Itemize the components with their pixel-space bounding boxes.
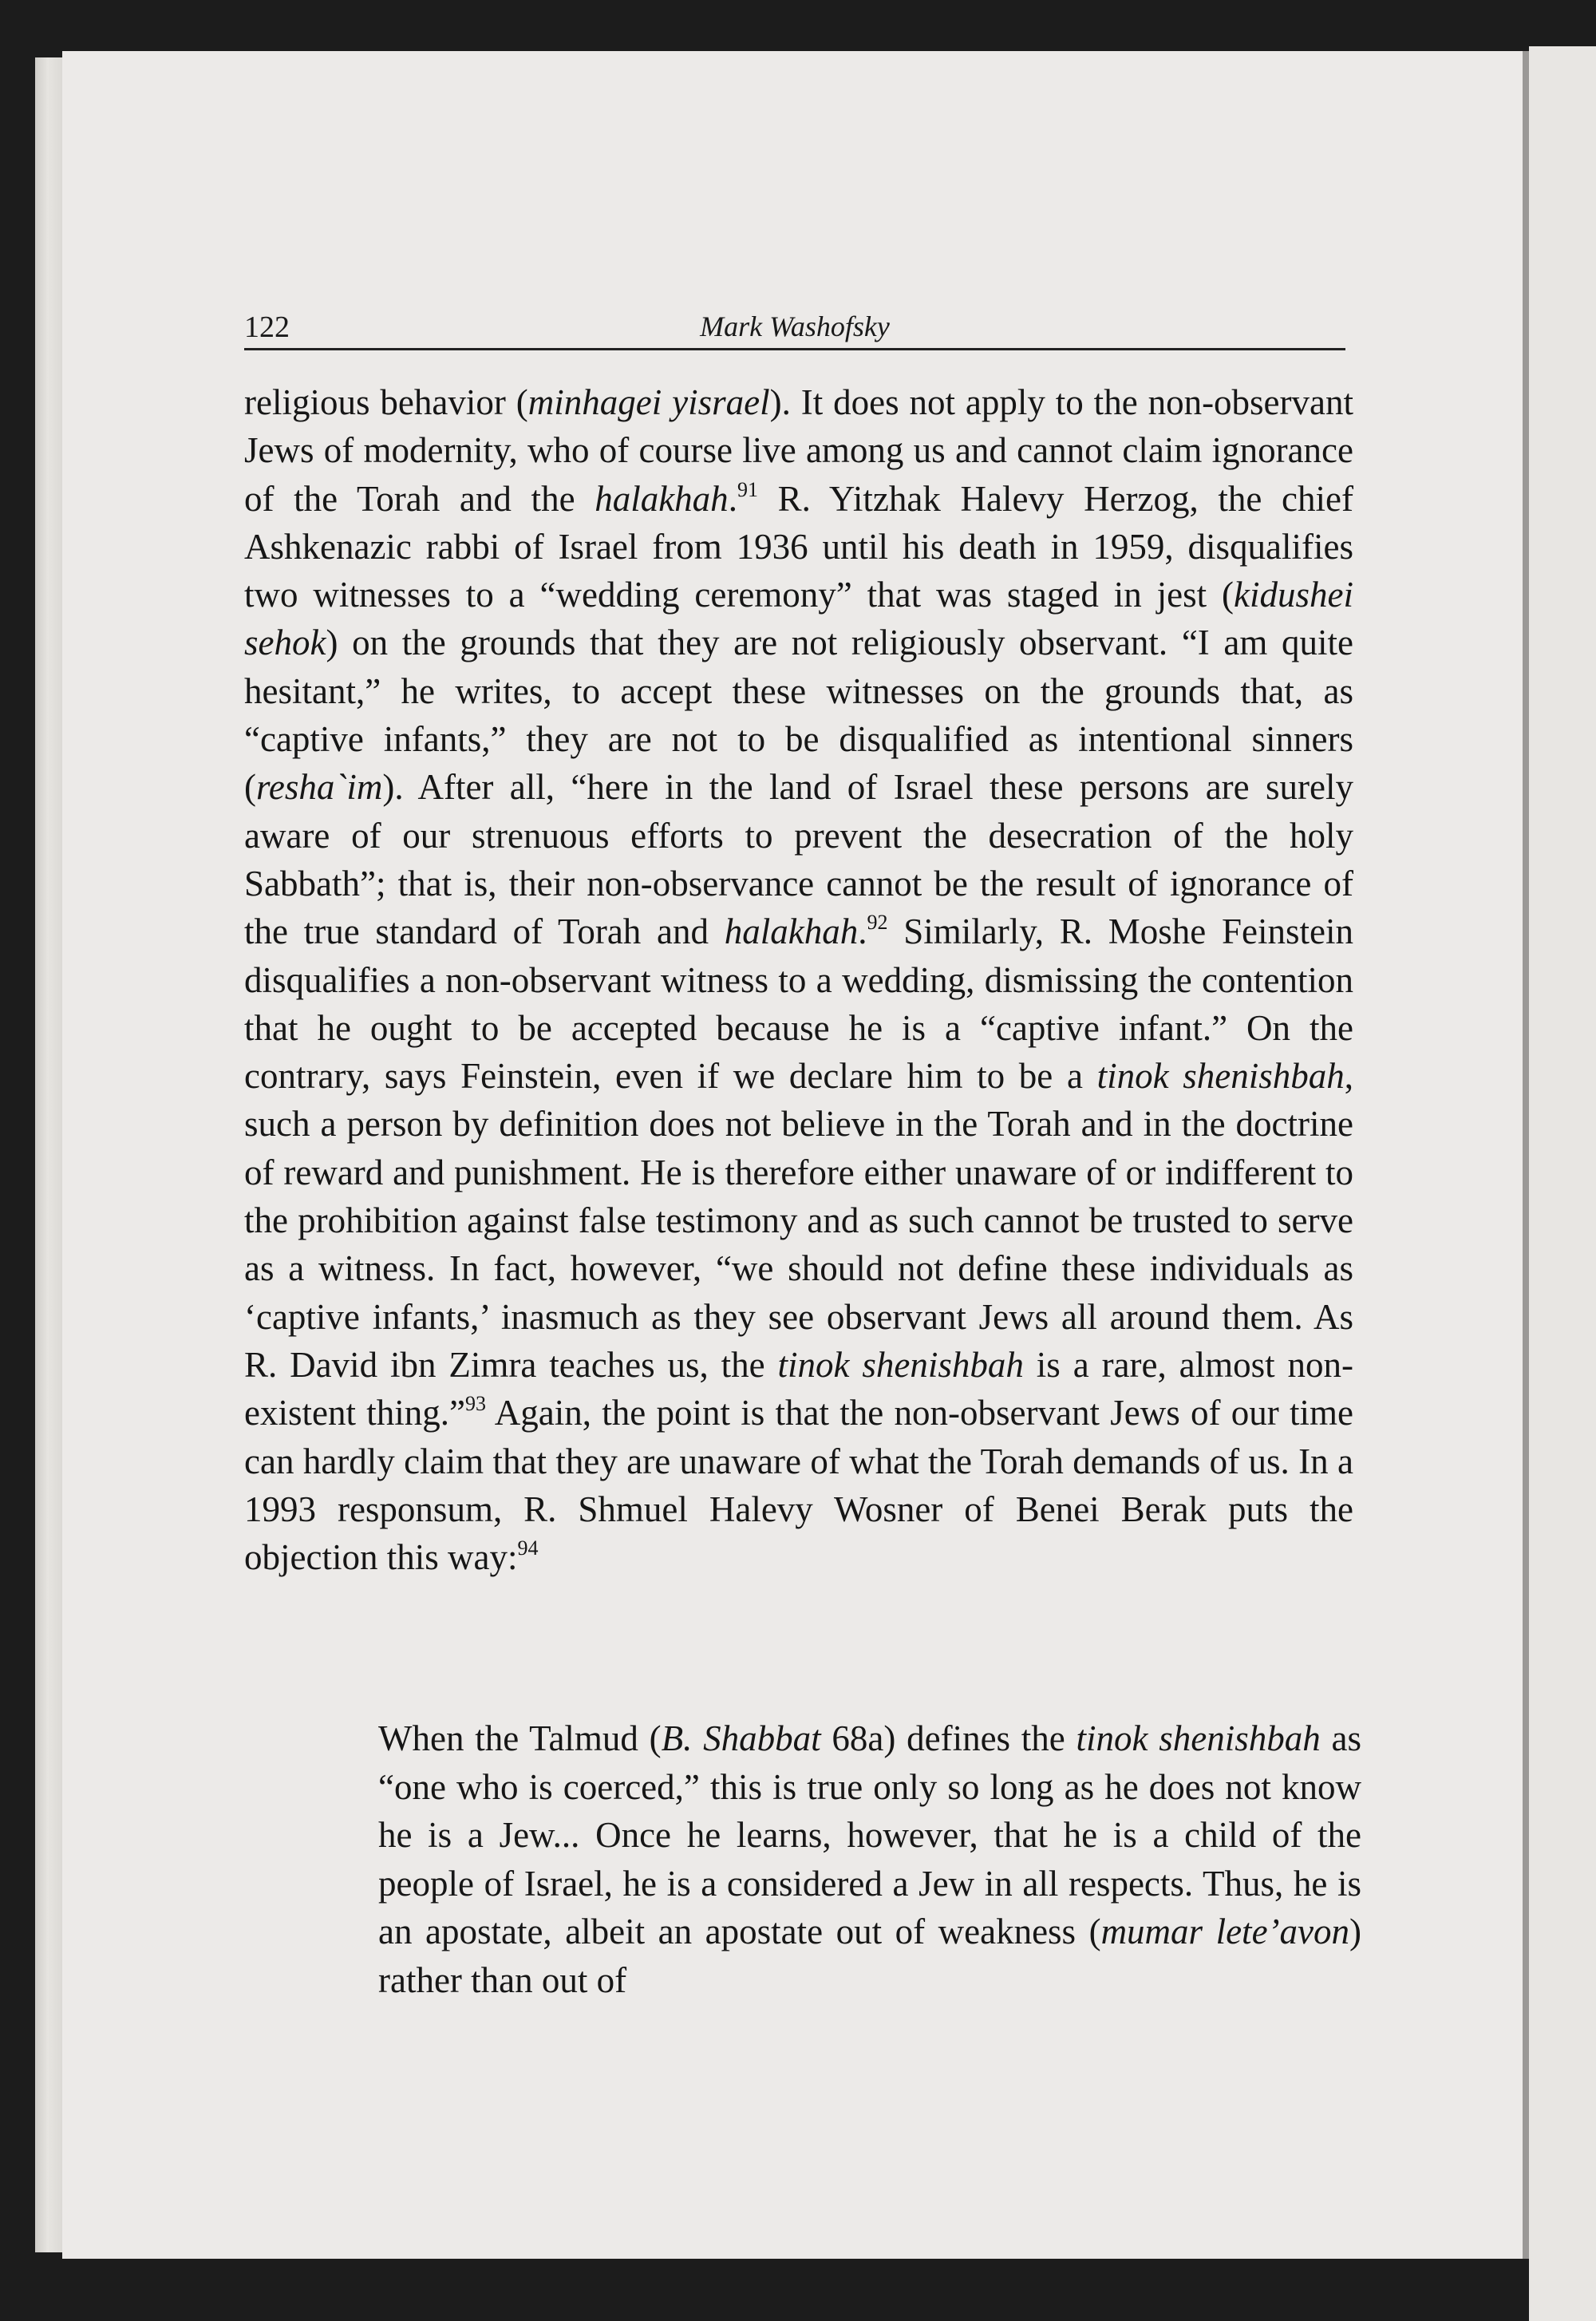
term-mumar-leteavon: mumar lete’avon xyxy=(1100,1912,1349,1951)
footnote-ref-92: 92 xyxy=(867,911,888,935)
page-header xyxy=(244,306,1345,350)
term-halakhah: halakhah xyxy=(595,478,729,519)
term-tinok-shenishbah: tinok shenishbah xyxy=(1096,1056,1345,1097)
footnote-ref-93: 93 xyxy=(464,1392,486,1416)
footnote-ref-91: 91 xyxy=(737,477,758,501)
term-reshaim: resha`im xyxy=(256,767,383,808)
gutter-shadow xyxy=(1523,51,1529,2259)
block-quote xyxy=(378,1714,1361,2004)
quote-text: When the Talmud (B. Shabbat 68a) defines the tinok shenishbah as “one who is coerced,” this is true only so long as he does not know he is a Jew... Once he learns, however, that he is a child of the people of Israel, he is a considered a Jew in all respects. Thus, he is an apostate, albeit an apostate out of weakness (mumar lete’avon) rather than out of xyxy=(378,1718,1361,2000)
running-head: Mark Washofsky xyxy=(700,310,890,342)
term-tinok-shenishbah-2: tinok shenishbah xyxy=(777,1344,1024,1385)
term-minhagei-yisrael: minhagei yisrael xyxy=(527,382,770,422)
footnote-ref-94: 94 xyxy=(517,1536,539,1560)
page-number: 122 xyxy=(244,310,290,344)
paragraph-text: religious behavior (minhagei yisrael). It does not apply to the non-observant Jews of modernity, who of course live among us and cannot claim ignorance of the Torah and the halakhah.$^{91}$ R. Yitzhak Halevy Herzog, the chief Ashkenazic rabbi of Israel from 1936 until his death in 1959, disqualifies two witnesses to a “wedding ceremony” that was staged in jest (kidushei sehok) on the grounds that they are not religiously observant. “I am quite hesitant,” he writes, to accept these witnesses on the grounds that, as “captive infants,” they are not to be disqualified as intentional sinners (resha`im). After all, “here in the land of Israel these persons are surely aware of our strenuous efforts to prevent the desecration of the holy Sabbath”; that is, their non-observance cannot be the result of ignorance of the true standard of Torah and halakhah.$^{92}$ Similarly, R. Moshe Feinstein disqualifies a non-observant witness to a wedding, dismissing the contention that he ought to be accepted because he is a “captive infant.” On the contrary, says Feinstein, even if we declare him to be a tinok shenishbah, such a person by definition does not believe in the Torah and in the doctrine of reward and punishment. He is therefore either unaware of or indifferent to the prohibition against false testimony and as such cannot be trusted to serve as a witness. In fact, however, “we should not define these individuals as ‘captive infants,’ inasmuch as they see observant Jews all around them. As R. David ibn Zimra teaches us, the tinok shenishbah is a rare, almost non-existent thing.”$^{93}$ Again, the point is that the non-observant Jews of our time can hardly claim that they are unaware of what the Torah demands of us. In a 1993 responsum, R. Shmuel Halevy Wosner of Benei Berak puts the objection this way:$^{94}$ xyxy=(244,382,1353,1578)
term-kidushei-sehok: kidushei sehok xyxy=(244,575,1353,663)
facing-page xyxy=(1529,46,1596,2321)
term-tinok-shenishbah-quote: tinok shenishbah xyxy=(1076,1718,1321,1758)
term-b-shabbat: B. Shabbat xyxy=(661,1718,821,1758)
term-halakhah-2: halakhah xyxy=(724,911,859,952)
body-paragraph xyxy=(244,378,1353,1581)
